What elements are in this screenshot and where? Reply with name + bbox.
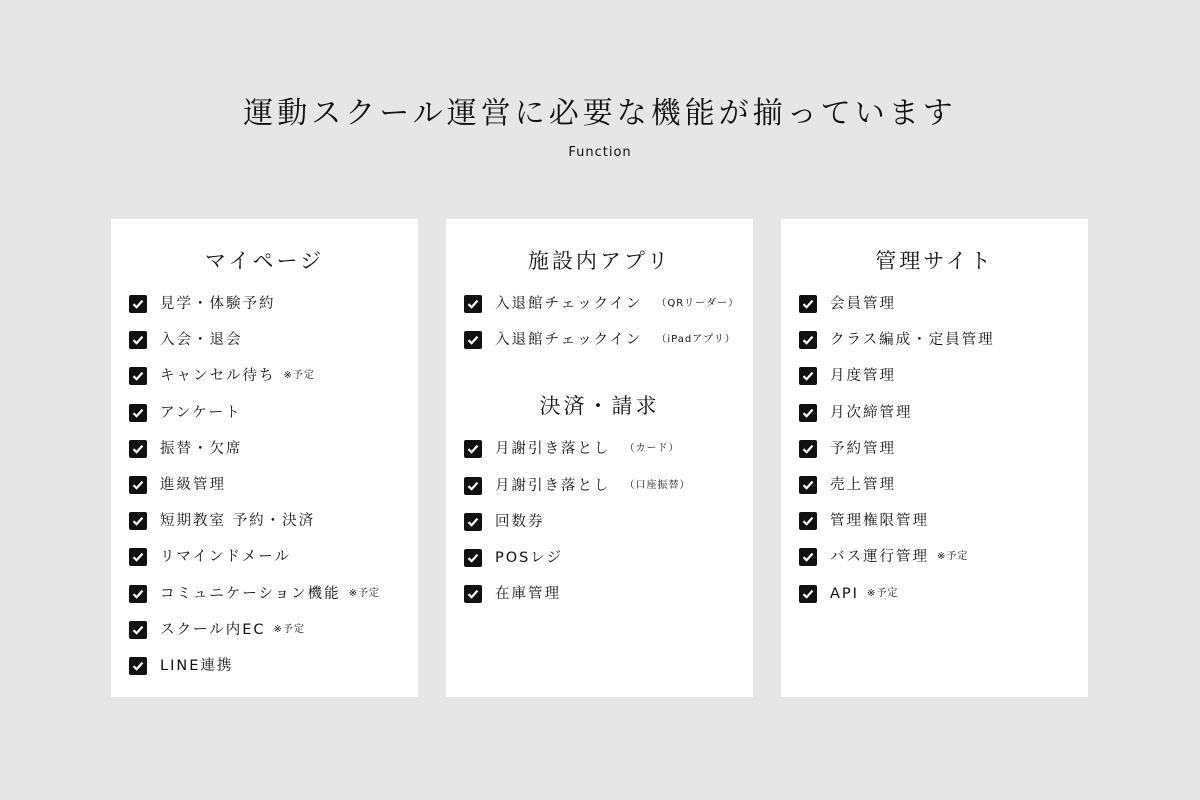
list-item: [129, 367, 418, 403]
list-item: [129, 621, 418, 657]
item-label: 月謝引き落とし: [495, 441, 611, 458]
feature-cards: [111, 219, 1088, 697]
item-label: キャンセル待ち: [160, 368, 276, 385]
checkbox-checked-icon: [129, 440, 147, 458]
item-note: （口座振替）: [624, 479, 691, 491]
checkbox-checked-icon: [129, 657, 147, 675]
list-item: [464, 331, 753, 367]
checkbox-checked-icon: [464, 585, 482, 603]
list-item: [129, 331, 418, 367]
list-item: [464, 440, 753, 476]
item-label: 売上管理: [830, 476, 896, 493]
item-label: スクール内EC: [160, 621, 266, 638]
item-label: バス運行管理: [830, 549, 929, 566]
list-item: [464, 549, 753, 585]
item-label: LINE連携: [160, 657, 234, 674]
feature-list: [446, 295, 753, 367]
list-item: [799, 295, 1088, 331]
checkbox-checked-icon: [799, 367, 817, 385]
checkbox-checked-icon: [129, 331, 147, 349]
checkbox-checked-icon: [129, 621, 147, 639]
checkbox-checked-icon: [799, 548, 817, 566]
list-item: [464, 585, 753, 621]
card-title: 施設内アプリ: [527, 249, 672, 273]
checkbox-checked-icon: [129, 295, 147, 313]
list-item: [799, 331, 1088, 367]
checkbox-checked-icon: [799, 440, 817, 458]
item-label: 見学・体験予約: [160, 296, 276, 312]
checkbox-checked-icon: [464, 295, 482, 313]
checkbox-checked-icon: [464, 513, 482, 531]
list-item: [799, 548, 1088, 584]
card-admin-site: [781, 219, 1088, 697]
list-item: [129, 548, 418, 584]
list-item: [129, 657, 418, 693]
planned-note: ※予定: [283, 370, 315, 382]
list-item: [129, 440, 418, 476]
checkbox-checked-icon: [464, 549, 482, 567]
item-label: 短期教室 予約・決済: [160, 513, 316, 530]
list-item: [129, 404, 418, 440]
item-label: POSレジ: [495, 549, 563, 566]
list-item: [464, 295, 753, 331]
item-label: クラス編成・定員管理: [830, 332, 995, 349]
checkbox-checked-icon: [799, 512, 817, 530]
item-label: 入退館チェックイン: [495, 296, 643, 312]
item-label: 進級管理: [160, 476, 226, 493]
checkbox-checked-icon: [799, 331, 817, 349]
planned-note: ※予定: [866, 587, 899, 599]
list-item: [129, 295, 418, 331]
list-item: [129, 476, 418, 512]
item-label: API: [830, 585, 859, 602]
card-facility-app: [446, 219, 753, 697]
checkbox-checked-icon: [129, 367, 147, 385]
planned-note: ※予定: [348, 587, 381, 599]
item-label: 会員管理: [830, 296, 896, 312]
feature-list: [781, 295, 1088, 621]
checkbox-checked-icon: [129, 512, 147, 530]
checkbox-checked-icon: [129, 404, 147, 422]
checkbox-checked-icon: [129, 548, 147, 566]
item-label: 振替・欠席: [160, 440, 243, 457]
list-item: [464, 477, 753, 513]
list-item: [464, 513, 753, 549]
list-item: [129, 512, 418, 548]
list-item: [799, 585, 1088, 621]
card-title: マイページ: [204, 249, 325, 273]
item-note: （QRリーダー）: [656, 298, 740, 309]
card-title: 管理サイト: [875, 249, 994, 273]
item-label: 予約管理: [830, 440, 896, 457]
checkbox-checked-icon: [464, 477, 482, 495]
item-label: コミュニケーション機能: [160, 585, 341, 602]
item-label: 月謝引き落とし: [495, 477, 611, 494]
planned-note: ※予定: [937, 551, 969, 563]
list-item: [799, 476, 1088, 512]
item-label: 入退館チェックイン: [495, 332, 643, 349]
feature-list: [111, 295, 418, 693]
item-label: 管理権限管理: [830, 513, 929, 530]
item-label: 月次締管理: [830, 404, 913, 421]
item-label: アンケート: [160, 404, 242, 421]
page-title: 運動スクール運営に必要な機能が揃っています: [243, 96, 957, 131]
list-item: [799, 367, 1088, 403]
checkbox-checked-icon: [129, 476, 147, 494]
checkbox-checked-icon: [799, 585, 817, 603]
item-note: （iPadアプリ）: [656, 334, 736, 346]
page-subtitle: Function: [568, 145, 632, 160]
planned-note: ※予定: [273, 623, 305, 635]
feature-list: [446, 440, 753, 621]
item-note: （カード）: [624, 443, 680, 455]
checkbox-checked-icon: [799, 295, 817, 313]
checkbox-checked-icon: [464, 331, 482, 349]
item-label: 回数券: [495, 513, 545, 530]
list-item: [799, 512, 1088, 548]
checkbox-checked-icon: [464, 440, 482, 458]
list-item: [129, 585, 418, 621]
list-item: [799, 440, 1088, 476]
item-label: 月度管理: [830, 368, 896, 385]
checkbox-checked-icon: [129, 585, 147, 603]
section-title-payment: 決済・請求: [539, 394, 660, 419]
list-item: [799, 404, 1088, 440]
item-label: 在庫管理: [495, 586, 561, 603]
checkbox-checked-icon: [799, 476, 817, 494]
item-label: リマインドメール: [160, 549, 291, 566]
item-label: 入会・退会: [160, 332, 243, 349]
card-mypage: [111, 219, 418, 697]
checkbox-checked-icon: [799, 404, 817, 422]
